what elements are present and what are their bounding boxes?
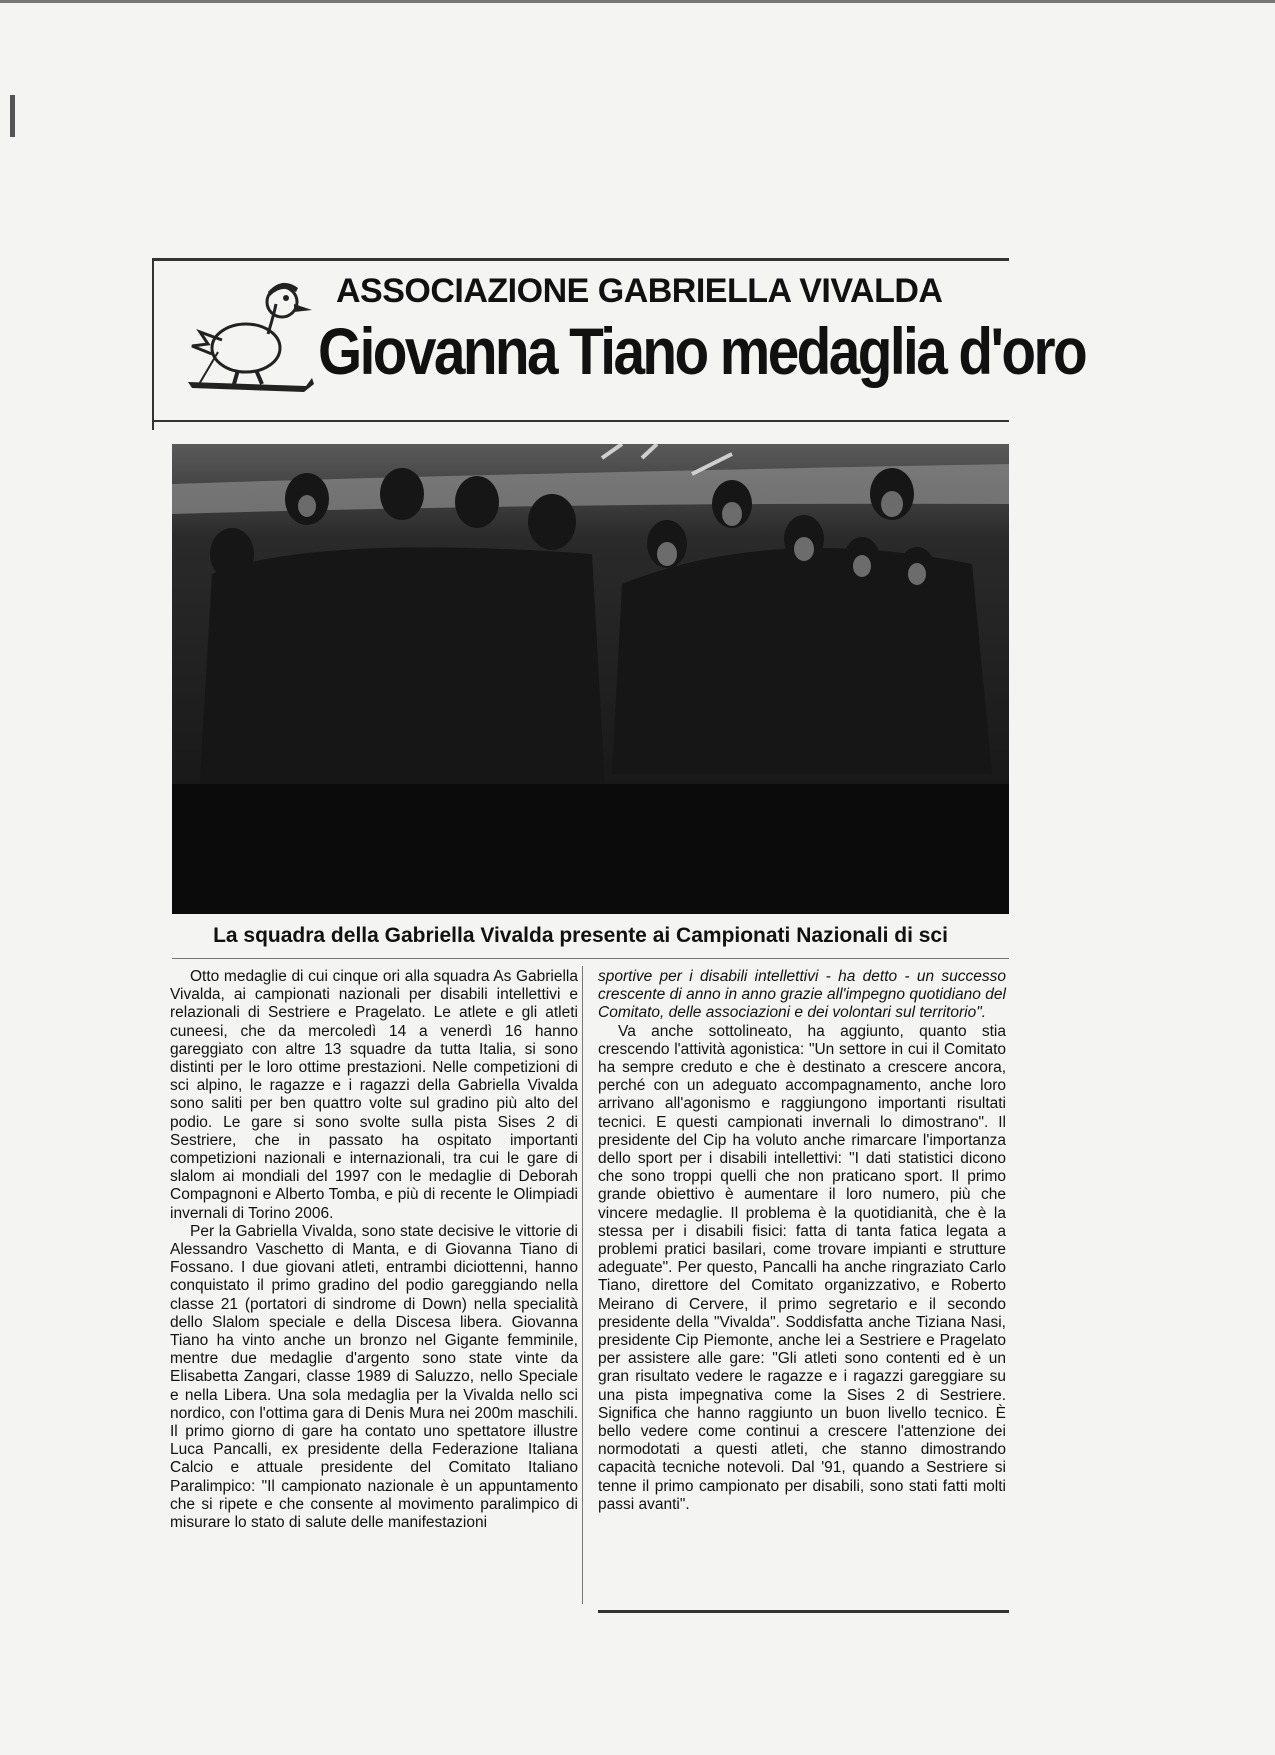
team-photo	[172, 444, 1009, 914]
scan-edge-mark	[10, 95, 15, 137]
article-kicker: ASSOCIAZIONE GABRIELLA VIVALDA	[336, 272, 943, 310]
column-divider	[582, 966, 583, 1604]
left-paragraph: Per la Gabriella Vivalda, sono state decisive le vittorie di Alessandro Vaschetto di Manta, e di Giovanna Tiano di Fossano. I due giovani atleti, entrambi diciottenni, hanno conquistato il primo gradino del podio gareggiando nella classe 21 (portatori di sindrome di Down) nella specialità dello Slalom speciale e della Discesa libera. Giovanna Tiano ha vinto anche un bronzo nel Gigante femminile, mentre due medaglie d'argento sono state vinte da Elisabetta Zangari, classe 1989 di Saluzzo, nello Speciale e nella Libera. Una sola medaglia per la Vivalda nello sci nordico, con l'ottima gara di Denis Mura nei 200m maschili. Il primo giorno di gare ha contato uno spettatore illustre Luca Pancalli, ex presidente della Federazione Italiana Calcio e attuale presidente del Comitato Italiano Paralimpico: "Il campionato nazionale è un appuntamento che si ripete e che consente al movimento paralimpico di misurare lo stato di salute delle manifestazioni	[170, 1222, 578, 1532]
photo-caption: La squadra della Gabriella Vivalda presente ai Campionati Nazionali di sci	[213, 924, 948, 947]
article-right-column	[598, 968, 1006, 1514]
right-paragraph: sportive per i disabili intellettivi - ha detto - un successo crescente di anno in anno grazie all'impegno quotidiano del Comitato, delle associazioni e dei volontari sul territorio".	[598, 968, 1006, 1022]
left-paragraph: Otto medaglie di cui cinque ori alla squadra As Gabriella Vivalda, ai campionati nazionali per disabili intellettivi e relazionali di Sestriere e Pragelato. Le atlete e gli atleti cuneesi, che da mercoledì 14 a venerdì 16 hanno gareggiato con altre 13 squadre da tutta Italia, si sono distinti per le loro ottime prestazioni. Nelle competizioni di sci alpino, le ragazze e i ragazzi della Gabriella Vivalda sono saliti per ben quattro volte sul gradino più alto del podio. Le gare si sono svolte sulla pista Sises 2 di Sestriere, che in passato ha ospitato importanti competizioni nazionali e internazionali, tra cui le gare di slalom ai mondiali del 1997 con le medaglie di Deborah Compagnoni e Alberto Tomba, e più di recente le Olimpiadi invernali di Torino 2006.	[170, 968, 578, 1222]
scan-top-border	[0, 0, 1275, 3]
right-paragraph: Va anche sottolineato, ha aggiunto, quanto stia crescendo l'attività agonistica: "Un settore in cui il Comitato ha sempre creduto e che è destinato a crescere ancora, perché con un adeguato accompagnamento, anche loro arrivano all'agonismo e raggiungono importanti risultati tecnici. E questi campionati invernali lo dimostrano". Il presidente del Cip ha voluto anche rimarcare l'importanza dello sport per i disabili intellettivi: "I dati statistici dicono che sono troppi quelli che non praticano sport. Il primo grande obiettivo è aumentare il loro numero, più che vincere medaglie. Il problema è la quotidianità, che è la stessa per i disabili fisici: fatta di tanta fatica legata a problemi pratici basilari, come trovare impianti e strutture adeguate". Per questo, Pancalli ha anche ringraziato Carlo Tiano, direttore del Comitato organizzativo, e Roberto Meirano di Cervere, il primo segretario e il secondo presidente della "Vivalda". Soddisfatta anche Tiziana Nasi, presidente Cip Piemonte, anche lei a Sestriere e Pragelato per assistere alle gare: "Gli atleti sono contenti ed è un gran risultato vedere le ragazze e i ragazzi gareggiare su una pista impegnativa come la Sises 2 di Sestriere. Significa che hanno raggiunto un buon livello tecnico. È bello vedere come continui a crescere l'attenzione dei normodotati a questi atleti, che stanno dimostrando capacità tecniche notevoli. Dal '91, quando a Sestriere si tenne il primo campionato per disabili, sono stati fatti molti passi avanti".	[598, 1022, 1006, 1513]
newspaper-article	[152, 252, 1086, 1632]
duck-skier-logo-icon	[178, 274, 318, 404]
caption-rule	[172, 958, 1009, 959]
article-left-column	[170, 968, 578, 1532]
header-bottom-rule	[152, 420, 1009, 422]
article-bottom-rule	[598, 1610, 1009, 1613]
header-left-rule	[152, 258, 154, 430]
team-photo-image	[172, 444, 1009, 914]
article-headline: Giovanna Tiano medaglia d'oro	[318, 314, 1086, 388]
header-top-rule	[152, 258, 1009, 261]
